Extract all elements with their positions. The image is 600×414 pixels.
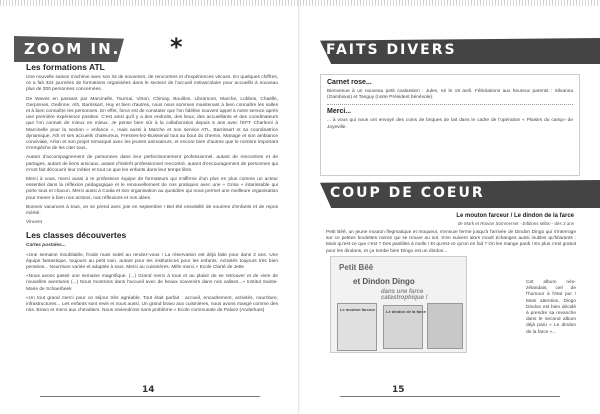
classes-para-1: «Une semaine inoubliable, froide mais soleil au rendez-vous ! La réservation est déjà faite pour dans 2 ans. Une équipe fantastique, toujours au petit soin, autant pour les institutrices pour les enfants. Activités toujours très bien pensées... Nourriture variée et adaptée à tous. Merci au cuisinières. Mille merci.» Ecole Clarté de Jette [26, 252, 278, 271]
cover-line-2: et Dindon Dingo [353, 277, 415, 286]
zoom-in-title: ZOOM IN... [24, 40, 136, 58]
book-cover-3 [427, 303, 463, 349]
cover-book-2-title: Le dindon de la farce [386, 309, 427, 314]
cover-line-3: dans une farce catastrophique ! [381, 289, 428, 301]
formations-para-2: De Waves en passant par Marcinelle, Tournai, Virton, Chimay, Bouillon, Libramont, Marche, Lobbes, Chaëlle, Gerpinnes, Gedinne, Ath, Barrissart, Huy et bien d'autres, nous nous sommes maintenant à bien connaître les salles et à bien connaître les personnes. En effet, force est de constater que l'on fidélise souvent appel à notre service après une première expérience positive. C'est ainsi qu'il y a des endroits, des lieux, des accueillants et des coordinateurs que l'on connait de mieux en mieux. Je pense bien sûr à la collaboration depuis 5 ans avec l'EFT Charleroi à Marcinelle pour la section « enfance », mais aussi à Marche et son service ATL, Barrissart et sa coordinatrice dynamique, Ath et ses accueils chaleureux, Fresnes-lez-Buissenal tout au bout du chemin, Manage et son ambiance conviviale, Arlon et son projet remarqué avec les jeunes animateurs, et encore bien d'autres que le nombre important m'empêche de les citer tous. [26, 96, 278, 152]
merci-text: ... à vous qui nous ont envoyé des coins de briques de lait dans le cadre de l'opération « Plaisirs du camp» de Joyeville. [327, 118, 573, 130]
cover-book-1-title: Le mouton farceur [340, 307, 376, 312]
footer-rule [40, 396, 260, 397]
book-cover-image [330, 256, 467, 353]
star-icon: * [170, 33, 183, 61]
classes-subtitle: Cartes postales... [26, 243, 66, 249]
page-number-left: 14 [142, 385, 155, 395]
coup-de-coeur-title: COUP DE COEUR [330, 185, 485, 201]
divider [327, 104, 573, 105]
book-summary: Petit Bêê, un jeune mouton flegmatique et moqueur, s'ennuie ferme jusqu'à l'arrivée de Dindon Dingo qui s'interroge sur ce petites boulettes noires qui se trouve au sol. S'en suivent alors moult échanges aussi inutiles qu'hilarants : Mais qu'est-ce que c'est ? Des pastilles à melle ! Et qu'est-ce qu'on en fait ? On les mange pardi ! En plus c'est gratuit pour les dindons, et ça tombe bien Dingo est un dindon... [326, 230, 576, 254]
formations-signature: Vincent [26, 220, 42, 226]
classes-para-3: «Un tout grand merci pour ce séjour très agréable. Tout était parfait : accueil, encadrement, activités, nourriture, infrastructures... Les enfants sont revis et nous aussi. Un grand bravo aux cuisinières, nous avons mangé comme des rois. Bravo et merci aux chevaliers. Nous reviendrons sans problème.» Ecole communale de Palvez (Anderlues) [26, 295, 278, 314]
top-texture [0, 0, 300, 6]
formations-para-4: Merci à vous, merci aussi à Ie professeur équipe de formateurs qui s'affirme d'un plus en plus comme un acteur essentiel dans la réflexion pédagogique et le renouvellement de nos pratiques avec une « Grisa » intarissable qui porte tous et chacun. Merci aussi à Coala et son organisation au quotidien qui nous permet une meilleure organisation pour mener à bien nos actions, nos réflexions et nos idées. [26, 177, 278, 201]
top-texture-right [300, 0, 600, 6]
classes-title: Les classes découvertes [26, 230, 127, 241]
footer-rule-right [340, 396, 560, 397]
classes-para-2: «Nous avons passé une semaine magnifique. (...) Grand merci à tous et au plaisir de se retrouver et de vivre de nouvelles aventures (...) Nous montrons dans l'accueil avec de beaux souvenirs dans nos valises...» Institut Sainte-Marie de Schaerbeek [26, 274, 278, 292]
faits-divers-box [320, 74, 580, 176]
book-credits: de Mark et Rowan Sommerset - Editions Milan - dès 3 ans [457, 221, 574, 226]
formations-title: Les formations ATL [26, 62, 105, 72]
faits-divers-title: FAITS DIVERS [326, 42, 457, 58]
formations-para-3: Autant d'accompagnement de personnes dans leur perfectionnement professionnel, autant de rencontres et de partages, autant de liens amicaux, autant d'intérêt professionnel rencontré, autant d'encouragement de personnes qui m'ont fait découvrir leur métier et tout ce que les enfants dans leur temps libre. [26, 155, 278, 173]
formations-para-1: Une nouvelle saison s'achève avec son lot de souvenirs, de rencontres et d'expériences vécues. En quelques chiffres, ce a fait 324 journées de formations organisées dans le secteur de l'accueil extrascolaire pour accueillir à nouveau plus de 300 personnes concernées. [26, 75, 278, 93]
cover-line-1: Petit Bêê [339, 263, 374, 272]
left-content [20, 62, 282, 368]
merci-title: Merci... [327, 108, 352, 116]
book-review: Cet album néo-zélandais, ciel de l'humour à l'état pur ! Mais attention, Dingo Dindon est bien décidé à prendre sa revanche dans le second album déjà paru « Le dindon de la farce »... [526, 280, 576, 335]
formations-para-5: Bonnes vacances à tous, on se prend avec joie en septembre ! Bel été ensoleillé de sourires d'enfants et de repos mérité. [26, 204, 278, 217]
carnet-title: Carnet rose... [327, 79, 372, 86]
book-title: Le mouton farceur / Le dindon de la farce [456, 213, 574, 219]
carnet-text: Bienvenue à un nouveau petit coalassien : Jules, né le 19 avril. Félicitations aux heureux parents : Silvanna (Gambious) et Tanguy (notre Président bénévole). [327, 89, 573, 101]
page-number-right: 15 [392, 385, 405, 395]
